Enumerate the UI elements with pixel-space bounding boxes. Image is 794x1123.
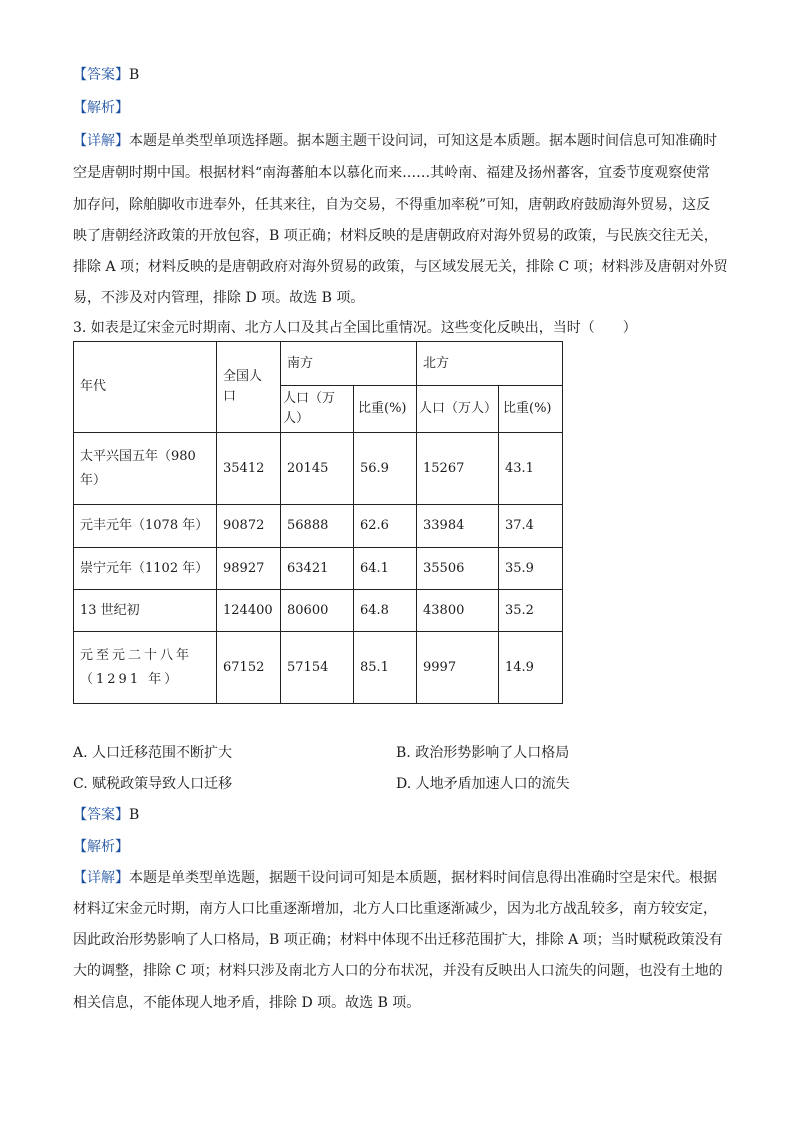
detail-tag: 【详解】: [73, 133, 129, 149]
row-south-ratio: 85.1: [354, 632, 417, 704]
answer-value: B: [129, 67, 140, 83]
q2-detail-line-2: 空是唐朝时期中国。根据材料“南海蕃舶本以慕化而来……其岭南、福建及扬州蕃客，宜委节度观察使常: [73, 165, 711, 181]
q2-answer: [73, 64, 723, 86]
row-total: 67152: [217, 632, 281, 704]
detail-tag: 【详解】: [73, 870, 129, 886]
header-north: 北方: [417, 342, 563, 386]
answer-tag: 【答案】: [73, 807, 129, 823]
option-a: A. 人口迁移范围不断扩大: [73, 745, 233, 761]
q2-detail-line-3: 加存问，除舶脚收市进奉外，任其来往，自为交易，不得重加率税”可知，唐朝政府鼓励海外贸易，这反: [73, 197, 711, 213]
row-south-pop: 20145: [281, 433, 354, 505]
row-year: 崇宁元年（1102 年）: [74, 548, 217, 590]
row-year: 元至元二十八年（1291 年）: [74, 632, 217, 704]
row-south-pop: 56888: [281, 505, 354, 548]
header-south-ratio: 比重(%): [354, 386, 417, 433]
row-south-ratio: 62.6: [354, 505, 417, 548]
header-north-ratio: 比重(%): [499, 386, 563, 433]
row-south-pop: 80600: [281, 590, 354, 632]
row-year: 13 世纪初: [74, 590, 217, 632]
row-south-pop: 63421: [281, 548, 354, 590]
row-north-pop: 33984: [417, 505, 499, 548]
row-south-ratio: 64.1: [354, 548, 417, 590]
option-d: D. 人地矛盾加速人口的流失: [396, 776, 570, 792]
q2-detail-line-5: 排除 A 项；材料反映的是唐朝政府对海外贸易的政策，与区域发展无关，排除 C 项；材料涉及唐朝对外贸: [73, 259, 728, 275]
row-north-ratio: 35.9: [499, 548, 563, 590]
row-north-ratio: 14.9: [499, 632, 563, 704]
header-north-pop: 人口（万人）: [417, 386, 499, 433]
q3-detail-line-1: 【详解】本题是单类型单选题，据题干设问词可知是本质题，据材料时间信息得出准确时空是宋代。根据: [73, 870, 717, 886]
q2-detail-line-4: 映了唐朝经济政策的开放包容，B 项正确；材料反映的是唐朝政府对海外贸易的政策，与民族交往无关，: [73, 228, 718, 244]
table-row: [74, 505, 563, 548]
q3-stem: 3. 如表是辽宋金元时期南、北方人口及其占全国比重情况。这些变化反映出，当时（ ）: [73, 320, 637, 336]
answer-value: B: [129, 807, 140, 823]
q3-analysis-heading: [73, 836, 723, 858]
option-c: C. 赋税政策导致人口迁移: [73, 776, 233, 792]
q3-detail-line-5: 相关信息，不能体现人地矛盾，排除 D 项。故选 B 项。: [73, 995, 421, 1011]
q3-detail-line-4: 大的调整，排除 C 项；材料只涉及南北方人口的分布状况，并没有反映出人口流失的问题，也没有土地的: [73, 963, 723, 979]
q2-detail-line-6: 易，不涉及对内管理，排除 D 项。故选 B 项。: [73, 290, 365, 306]
row-total: 124400: [217, 590, 281, 632]
header-year: 年代: [74, 342, 217, 433]
row-north-pop: 15267: [417, 433, 499, 505]
table-row: [74, 548, 563, 590]
header-south: 南方: [281, 342, 417, 386]
row-north-pop: 43800: [417, 590, 499, 632]
q3-detail-line-2: 材料辽宋金元时期，南方人口比重逐渐增加，北方人口比重逐渐减少，因为北方战乱较多，南方较安定，: [73, 901, 717, 917]
option-b: B. 政治形势影响了人口格局: [396, 745, 570, 761]
row-total: 98927: [217, 548, 281, 590]
row-year: 太平兴国五年（980 年）: [74, 433, 217, 505]
population-table: [73, 341, 563, 704]
row-south-ratio: 64.8: [354, 590, 417, 632]
row-north-ratio: 35.2: [499, 590, 563, 632]
analysis-tag: 【解析】: [73, 839, 129, 855]
row-north-ratio: 43.1: [499, 433, 563, 505]
table-row: [74, 433, 563, 505]
row-north-ratio: 37.4: [499, 505, 563, 548]
answer-tag: 【答案】: [73, 67, 129, 83]
row-total: 90872: [217, 505, 281, 548]
header-south-pop: 人口（万人）: [281, 386, 354, 433]
analysis-tag: 【解析】: [73, 100, 129, 116]
q3-detail-line-3: 因此政治形势影响了人口格局，B 项正确；材料中体现不出迁移范围扩大，排除 A 项；当时赋税政策没有: [73, 932, 723, 948]
row-south-pop: 57154: [281, 632, 354, 704]
row-north-pop: 35506: [417, 548, 499, 590]
table-row: [74, 632, 563, 704]
row-south-ratio: 56.9: [354, 433, 417, 505]
q3-answer: [73, 804, 723, 826]
row-north-pop: 9997: [417, 632, 499, 704]
table-row: [74, 590, 563, 632]
row-year: 元丰元年（1078 年）: [74, 505, 217, 548]
header-total: 全国人口: [217, 342, 281, 433]
row-total: 35412: [217, 433, 281, 505]
q2-detail-line-1: 【详解】本题是单类型单项选择题。据本题主题干设问词，可知这是本质题。据本题时间信息可知准确时: [73, 133, 717, 149]
q2-analysis-heading: [73, 97, 723, 119]
